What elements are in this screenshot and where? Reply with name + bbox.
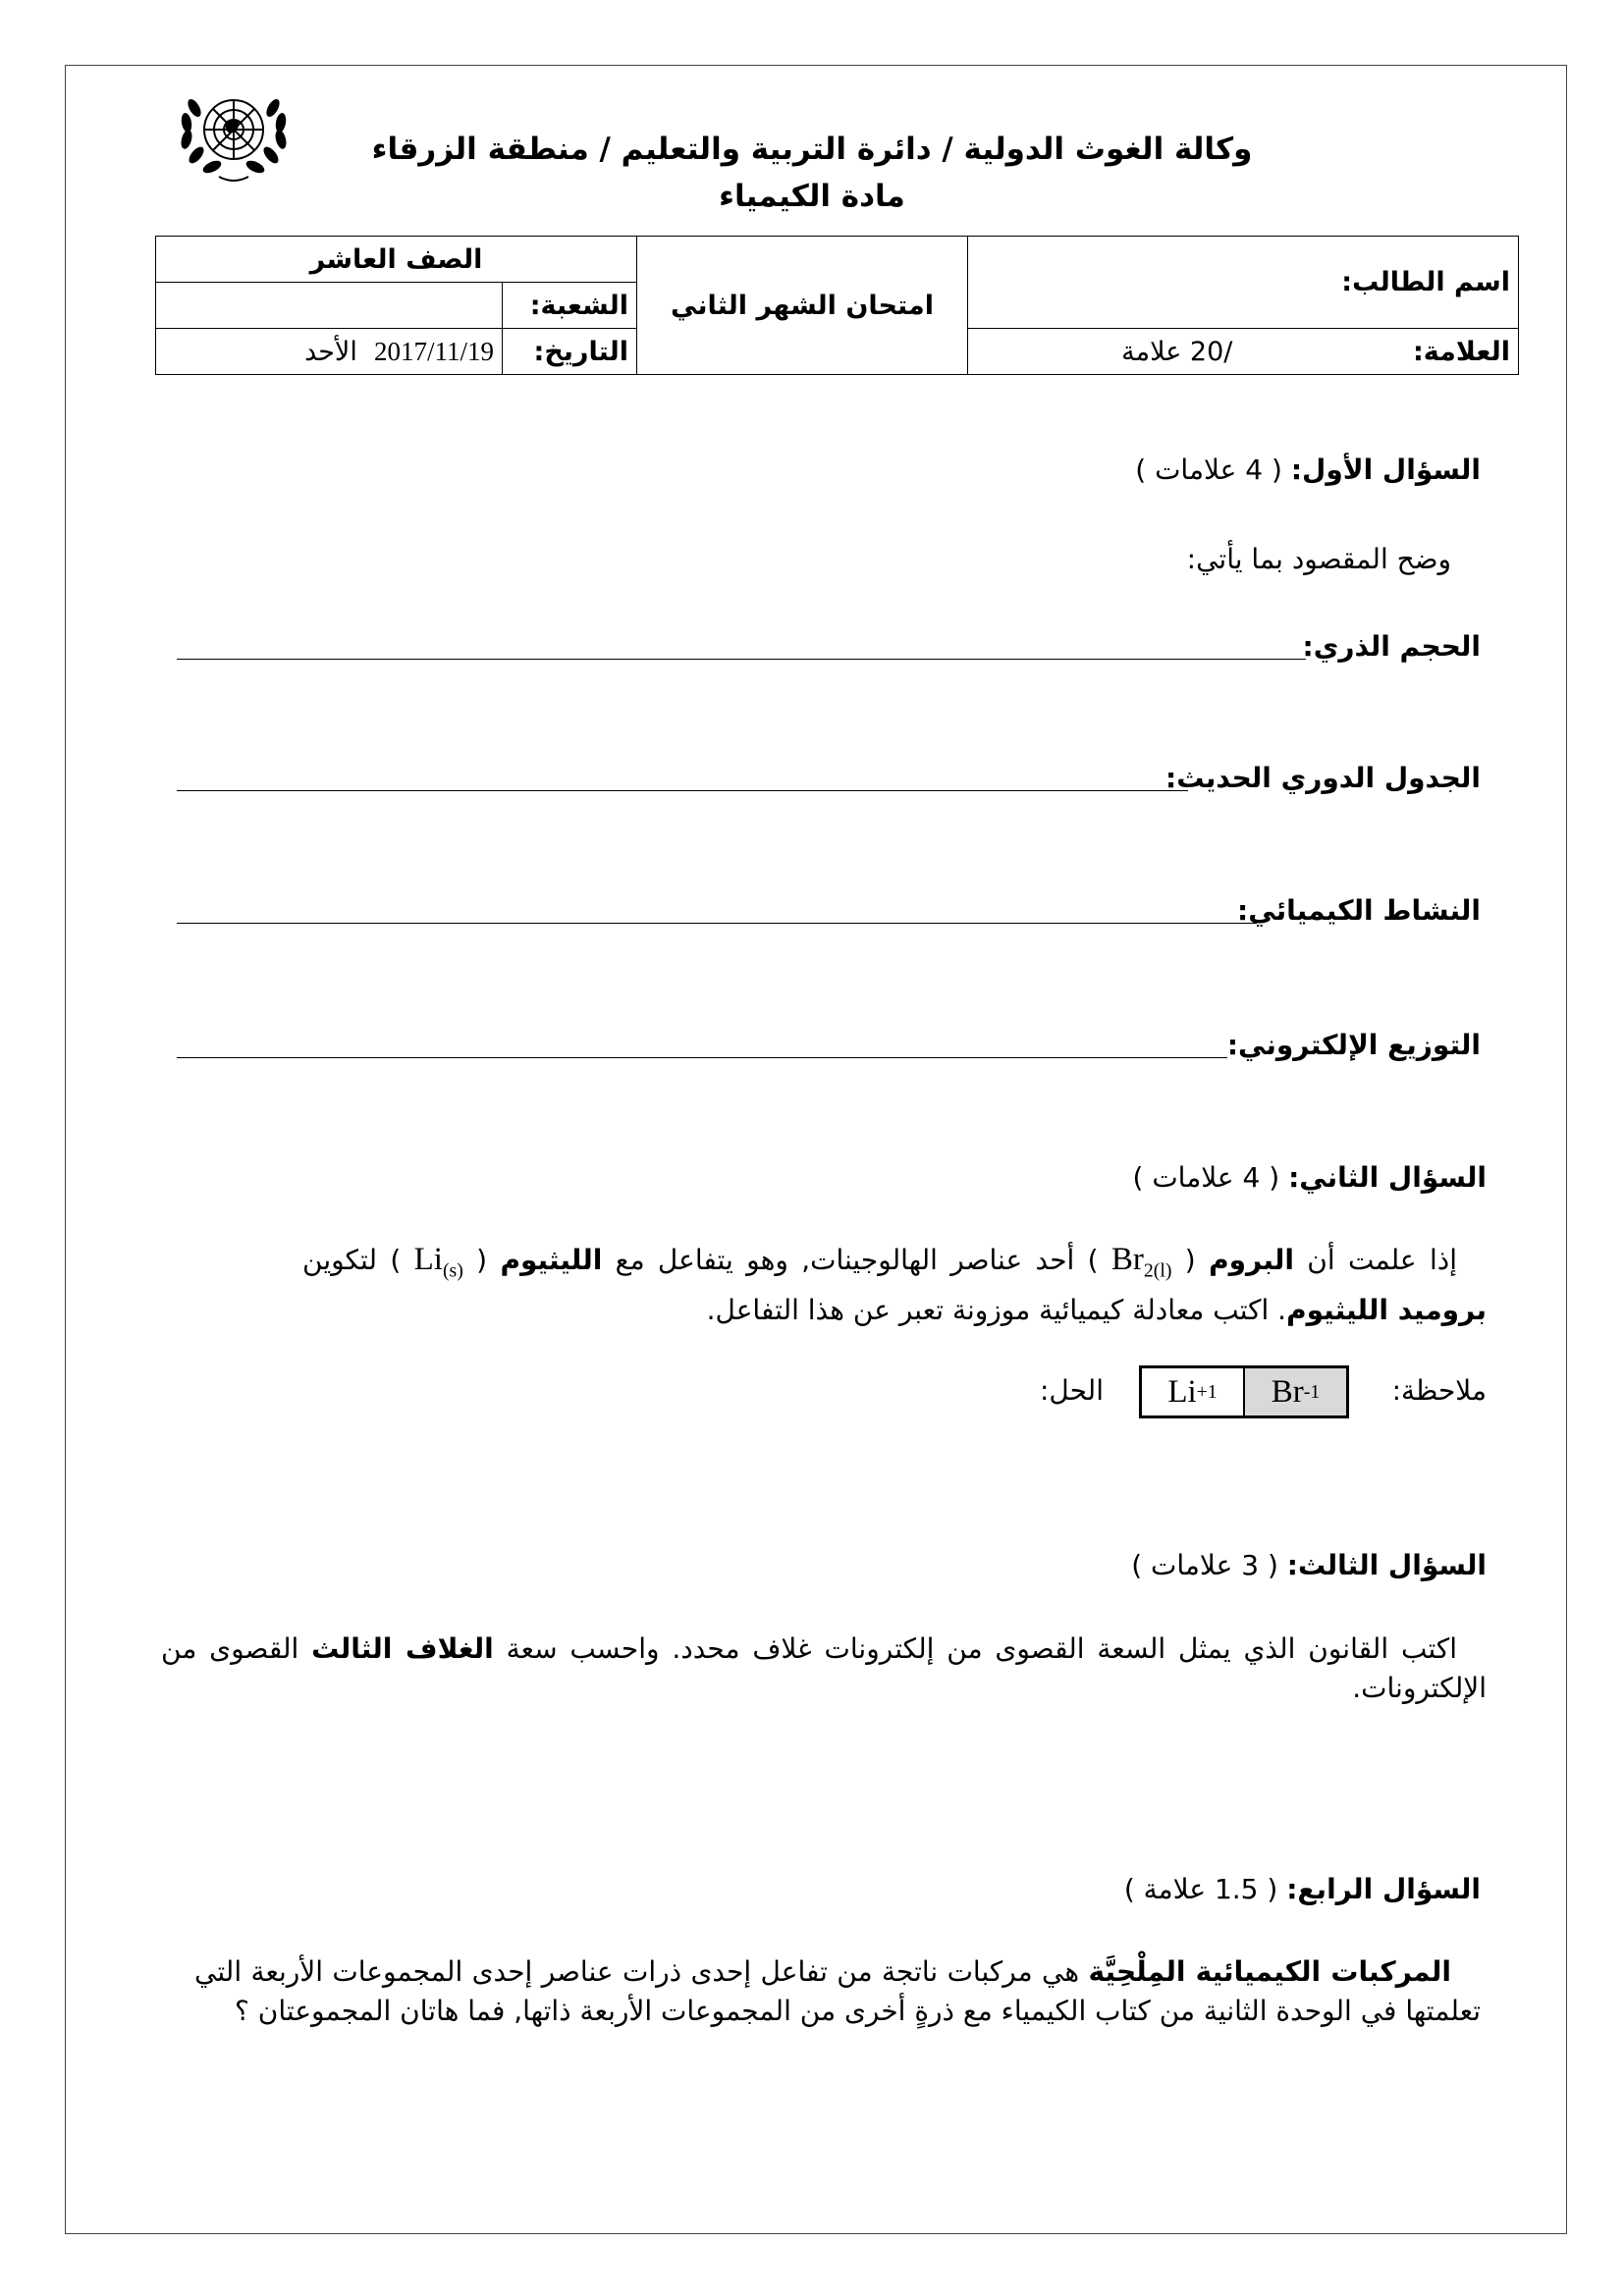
q2-text-part-5: ) لتكوين	[302, 1244, 414, 1276]
q4-heading	[1124, 1873, 1481, 1905]
q2-note-label: ملاحظة:	[1391, 1374, 1487, 1407]
q4-label: السؤال الرابع:	[1286, 1873, 1481, 1905]
date-cell	[156, 329, 503, 375]
q1-label: السؤال الأول:	[1290, 454, 1481, 486]
grade-label: الصف العاشر	[156, 237, 637, 283]
q4-salt-compounds: المركبات الكيميائية المِلْحِيَّة	[1088, 1955, 1451, 1988]
q1-term-periodic-table: الجدول الدوري الحديث:	[1165, 762, 1481, 794]
bromide-ion	[1243, 1368, 1346, 1415]
q3-text-part-1: اكتب القانون الذي يمثل السعة القصوى من إلكترونات غلاف محدد. واحسب سعة	[493, 1632, 1458, 1665]
mark-cell	[968, 329, 1519, 375]
q1-term-chemical-activity: النشاط الكيميائي:	[1237, 894, 1481, 927]
page-border	[65, 65, 1567, 2234]
q1-answer-line-2[interactable]	[177, 790, 1188, 791]
bromide-ion-charge: -1	[1303, 1380, 1321, 1403]
student-name-label: اسم الطالب:	[1341, 267, 1511, 297]
q1-answer-line-3[interactable]	[177, 923, 1257, 924]
bromide-ion-symbol: Br	[1271, 1373, 1304, 1410]
q3-third-shell: الغلاف الثالث	[311, 1632, 494, 1665]
q1-answer-line-4[interactable]	[177, 1057, 1227, 1058]
q1-marks: ( 4 علامات )	[1135, 454, 1282, 486]
q2-text-part-2: (	[1171, 1244, 1210, 1276]
q4-marks: ( 1.5 علامة )	[1123, 1873, 1278, 1905]
q2-lithium: الليثيوم	[500, 1244, 603, 1276]
q3-text-part-2: القصوى من الإلكترونات.	[161, 1632, 1487, 1704]
q2-solution-label: الحل:	[1039, 1374, 1104, 1407]
header-subject: مادة الكيمياء	[719, 179, 905, 214]
q2-text-part-1: إذا علمت أن	[1293, 1244, 1458, 1276]
q2-text-part-3: ) أحد عناصر الهالوجينات, وهو يتفاعل مع	[602, 1244, 1111, 1276]
section-field[interactable]	[156, 283, 503, 329]
q2-text-part-4: (	[462, 1244, 501, 1276]
section-label: الشعبة:	[503, 283, 637, 329]
q3-text	[161, 1629, 1487, 1708]
lithium-ion-symbol: Li	[1167, 1373, 1197, 1410]
ion-charges-box	[1139, 1365, 1349, 1418]
lithium-subscript: (s)	[442, 1259, 463, 1282]
bromine-formula	[1110, 1242, 1172, 1282]
q1-term-atomic-size: الحجم الذري:	[1302, 630, 1481, 663]
mark-value: /20 علامة	[1121, 336, 1233, 367]
lithium-symbol: Li	[413, 1242, 443, 1277]
q1-heading	[1135, 454, 1481, 486]
student-info-table	[155, 236, 1519, 375]
q2-marks: ( 4 علامات )	[1132, 1161, 1280, 1194]
q3-marks: ( 3 علامات )	[1131, 1549, 1278, 1581]
date-label: التاريخ:	[503, 329, 637, 375]
day-value: الأحد	[304, 336, 357, 367]
q3-heading	[1131, 1549, 1487, 1581]
bromine-symbol: Br	[1110, 1242, 1144, 1277]
q2-bromine: البروم	[1209, 1244, 1294, 1276]
q2-text	[302, 1240, 1487, 1330]
q2-heading	[1133, 1161, 1488, 1194]
q2-text-part-6: . اكتب معادلة كيميائية موزونة تعبر عن هذا التفاعل.	[706, 1293, 1287, 1326]
q4-text	[194, 1952, 1481, 2031]
lithium-formula	[413, 1242, 463, 1282]
bromine-subscript: 2(l)	[1143, 1259, 1172, 1282]
q1-term-electron-configuration: التوزيع الإلكتروني:	[1226, 1029, 1481, 1061]
q1-answer-line-1[interactable]	[177, 659, 1306, 660]
q4-text-part-1: هي مركبات ناتجة من تفاعل إحدى ذرات عناصر إحدى المجموعات الأربعة التي تعلمتها في الوحدة الثانية من كتاب الكيمياء مع ذرةٍ أخرى من المجموعات الأربعة ذاتها, فما هاتان المجموعتان ؟	[194, 1955, 1481, 2027]
lithium-ion-charge: +1	[1196, 1380, 1218, 1403]
q3-label: السؤال الثالث:	[1286, 1549, 1487, 1581]
mark-label: العلامة:	[1412, 336, 1511, 367]
q1-instruction: وضح المقصود بما يأتي:	[1186, 543, 1451, 575]
student-name-cell[interactable]	[968, 237, 1519, 329]
exam-title: امتحان الشهر الثاني	[637, 237, 968, 375]
date-value: 2017/11/19	[374, 336, 495, 366]
q2-product: بروميد الليثيوم	[1286, 1293, 1487, 1326]
lithium-ion	[1142, 1368, 1243, 1415]
header-agency: وكالة الغوث الدولية / دائرة التربية والتعليم / منطقة الزرقاء	[371, 132, 1253, 167]
q2-label: السؤال الثاني:	[1288, 1161, 1487, 1194]
